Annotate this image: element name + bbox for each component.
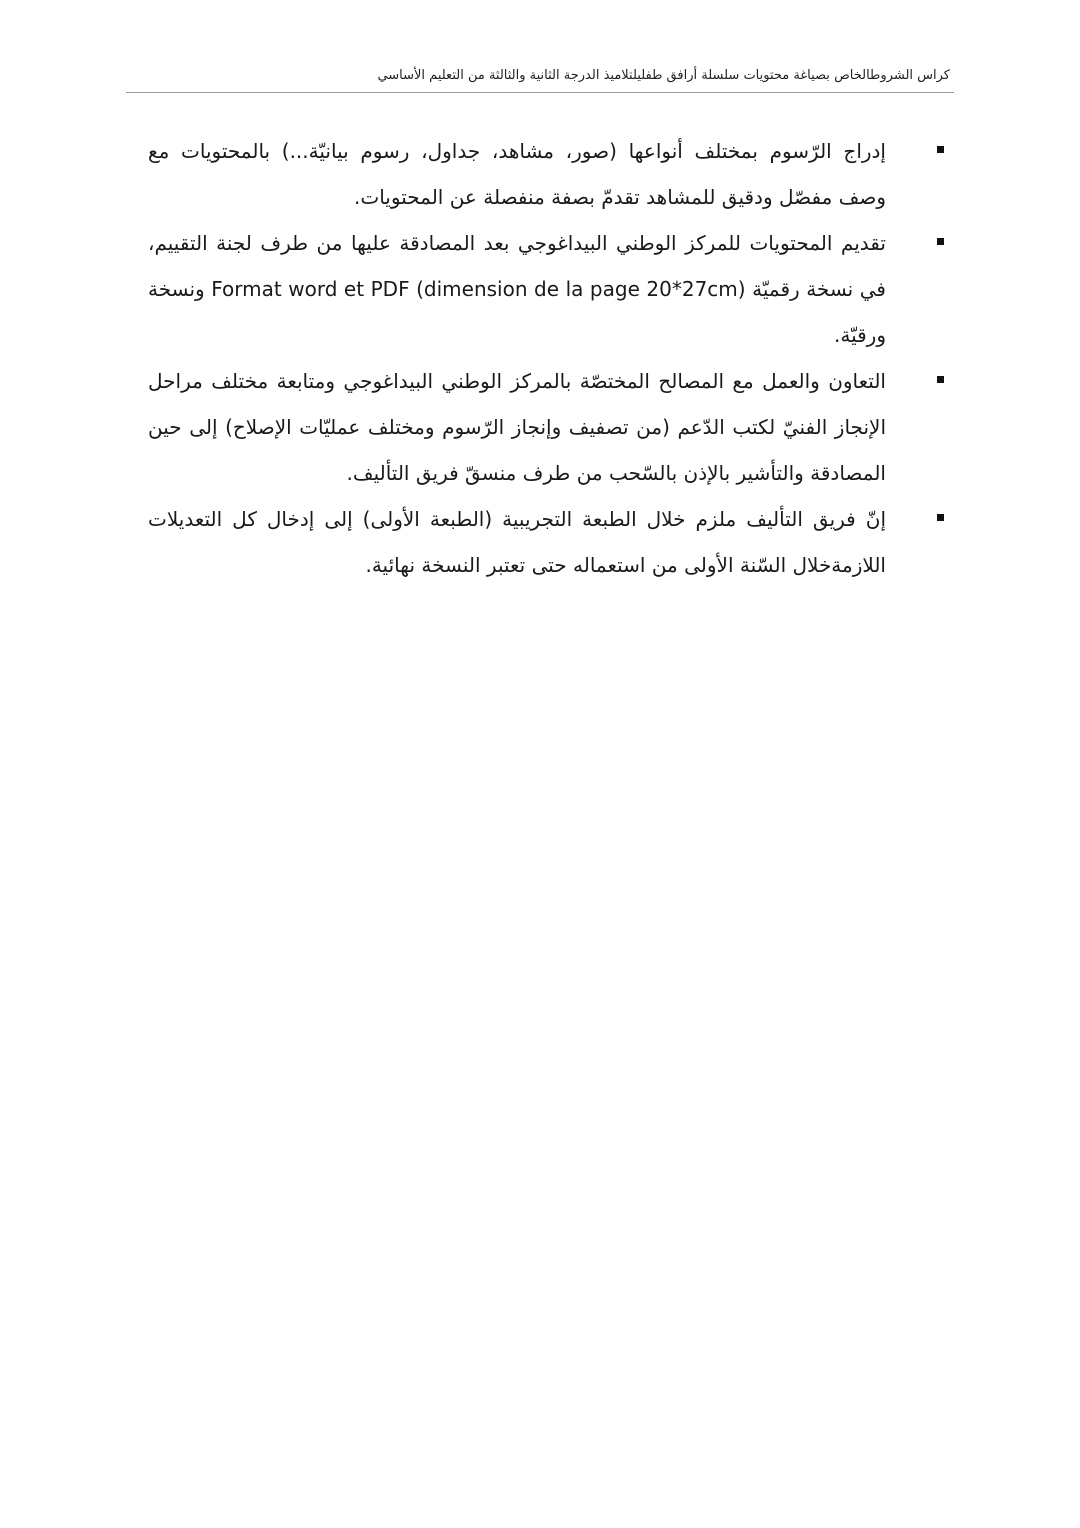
square-bullet-icon [937, 514, 944, 521]
list-item-text: التعاون والعمل مع المصالح المختصّة بالمركز الوطني البيداغوجي ومتابعة مختلف مراحل الإنجاز الفنيّ لكتب الدّعم (من تصفيف وإنجاز الرّسوم ومختلف عمليّات الإصلاح) إلى حين المصادقة والتأشير بالإذن بالسّحب من طرف منسقّ فريق التأليف. [148, 369, 886, 485]
square-bullet-icon [937, 376, 944, 383]
running-header: كراس الشروطالخاص بصياغة محتويات سلسلة أرافق طفليلتلاميذ الدرجة الثانية والثالثة من التعليم الأساسي [377, 68, 950, 83]
list-item-text-arabic: تقديم المحتويات للمركز الوطني البيداغوجي بعد المصادقة عليها من طرف لجنة التقييم، في نسخة رقميّة [148, 231, 886, 301]
header-divider [126, 92, 954, 93]
square-bullet-icon [937, 238, 944, 245]
list-item-text [148, 220, 886, 358]
list-item [148, 128, 915, 220]
format-spec-text: Format word et PDF (dimension de la page 20*27cm) [211, 277, 746, 301]
bullet-list [148, 128, 915, 588]
list-item-text: إدراج الرّسوم بمختلف أنواعها (صور، مشاهد، جداول، رسوم بيانيّة...) بالمحتويات مع وصف مفصّل ودقيق للمشاهد تقدمّ بصفة منفصلة عن المحتويات. [148, 139, 886, 209]
list-item [148, 220, 915, 358]
list-item [148, 496, 915, 588]
page-content [148, 128, 915, 588]
list-item [148, 358, 915, 496]
list-item-text-arabic-end: ونسخة ورقيّة. [148, 277, 886, 347]
list-item-text: إنّ فريق التأليف ملزم خلال الطبعة التجريبية (الطبعة الأولى) إلى إدخال كل التعديلات اللازمةخلال السّنة الأولى من استعماله حتى تعتبر النسخة نهائية. [148, 507, 886, 577]
square-bullet-icon [937, 146, 944, 153]
